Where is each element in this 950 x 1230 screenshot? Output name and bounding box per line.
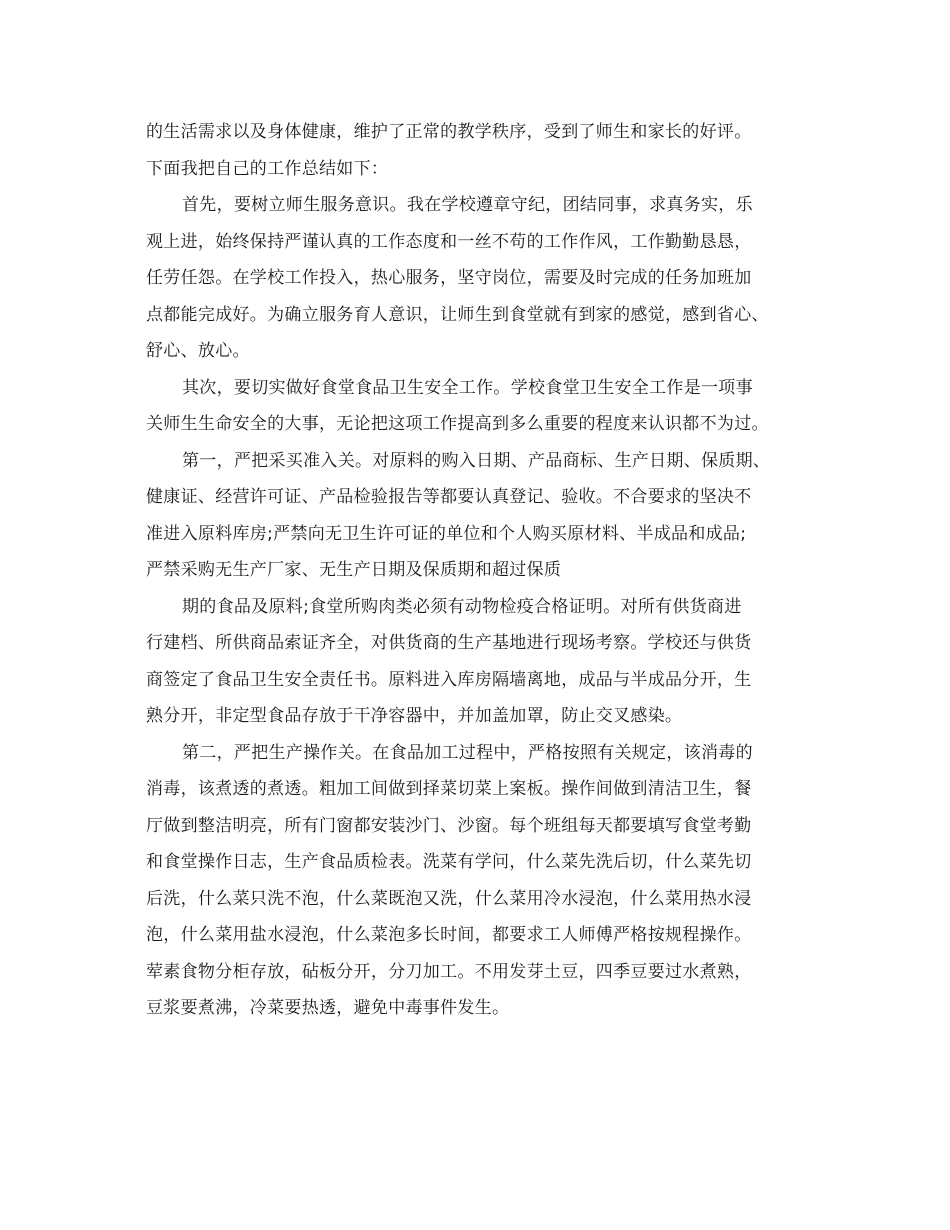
text-line: 第一，严把采买准入关。对原料的购入日期、产品商标、生产日期、保质期、 bbox=[182, 450, 771, 471]
text-line: 点都能完成好。为确立服务育人意识，让师生到食堂就有到家的感觉，感到省心、 bbox=[146, 304, 769, 325]
text-line: 的生活需求以及身体健康，维护了正常的教学秩序，受到了师生和家长的好评。 bbox=[146, 122, 752, 142]
text-line: 行建档、所供商品索证齐全，对供货商的生产基地进行现场考察。学校还与供货 bbox=[146, 633, 752, 653]
text-line: 期的食品及原料;食堂所购肉类必须有动物检疫合格证明。对所有供货商进 bbox=[182, 596, 742, 617]
text-line: 其次，要切实做好食堂食品卫生安全工作。学校食堂卫生安全工作是一项事 bbox=[182, 377, 753, 398]
text-line: 泡，什么菜用盐水浸泡，什么菜泡多长时间，都要求工人师傅严格按规程操作。 bbox=[146, 925, 752, 945]
text-line: 关师生生命安全的大事，无论把这项工作提高到多么重要的程度来认识都不为过。 bbox=[146, 414, 769, 434]
text-line: 厅做到整洁明亮，所有门窗都安装沙门、沙窗。每个班组每天都要填写食堂考勤 bbox=[146, 815, 752, 836]
document-body bbox=[146, 114, 816, 1027]
text-line: 商签定了食品卫生安全责任书。原料进入库房隔墙离地，成品与半成品分开，生 bbox=[146, 669, 752, 690]
text-line: 豆浆要煮沸，冷菜要热透，避免中毒事件发生。 bbox=[146, 998, 510, 1018]
text-line: 消毒，该煮透的煮透。粗加工间做到择菜切菜上案板。操作间做到清洁卫生，餐 bbox=[146, 779, 752, 799]
text-line: 健康证、经营许可证、产品检验报告等都要认真登记、验收。不合要求的坚决不 bbox=[146, 487, 752, 507]
text-line: 荤素食物分柜存放，砧板分开，分刀加工。不用发芽土豆，四季豆要过水煮熟， bbox=[146, 961, 752, 982]
text-line: 严禁采购无生产厂家、无生产日期及保质期和超过保质 bbox=[146, 560, 562, 580]
text-line: 下面我把自己的工作总结如下： bbox=[146, 158, 389, 179]
text-line: 首先，要树立师生服务意识。我在学校遵章守纪，团结同事，求真务实，乐 bbox=[182, 195, 753, 215]
text-line: 观上进，始终保持严谨认真的工作态度和一丝不苟的工作作风，工作勤勤恳恳， bbox=[146, 231, 752, 252]
text-line: 任劳任怨。在学校工作投入，热心服务，坚守岗位，需要及时完成的任务加班加 bbox=[146, 268, 752, 288]
text-line: 第二，严把生产操作关。在食品加工过程中，严格按照有关规定，该消毒的 bbox=[182, 742, 753, 763]
text-line: 和食堂操作日志，生产食品质检表。洗菜有学问，什么菜先洗后切，什么菜先切 bbox=[146, 852, 752, 872]
text-line: 舒心、放心。 bbox=[146, 341, 250, 361]
text-line: 熟分开，非定型食品存放于干净容器中，并加盖加罩，防止交叉感染。 bbox=[146, 706, 683, 726]
text-line: 准进入原料库房;严禁向无卫生许可证的单位和个人购买原材料、半成品和成品; bbox=[146, 523, 747, 544]
text-line: 后洗，什么菜只洗不泡，什么菜既泡又洗，什么菜用冷水浸泡，什么菜用热水浸 bbox=[146, 888, 752, 909]
